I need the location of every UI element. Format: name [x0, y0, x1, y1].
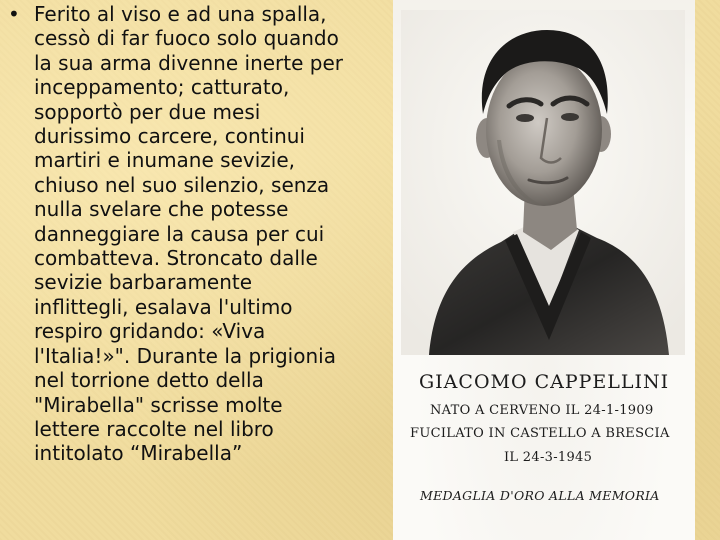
text-line: respiro gridando: «Viva — [34, 319, 266, 344]
death-place-line: FUCILATO IN CASTELLO A BRESCIA — [410, 426, 670, 441]
paragraph-lines — [34, 2, 343, 466]
text-line: inceppamento; catturato, — [34, 75, 290, 100]
bullet-paragraph — [8, 2, 393, 466]
text-line: la sua arma divenne inerte per — [34, 50, 343, 75]
birth-line: NATO A CERVENO IL 24-1-1909 — [430, 403, 654, 418]
text-line: "Mirabella" scrisse molte — [34, 392, 283, 417]
text-line: martiri e inumane sevizie, — [34, 148, 295, 173]
text-line: Ferito al viso e ad una spalla, — [34, 2, 327, 26]
person-name: GIACOMO CAPPELLINI — [419, 371, 670, 393]
text-line: cessò di far fuoco solo quando — [34, 26, 339, 51]
death-date-line: IL 24-3-1945 — [504, 450, 593, 465]
text-line: inflittegli, esalava l'ultimo — [34, 294, 293, 319]
text-line: sopportò per due mesi — [34, 99, 261, 124]
text-line: nel torrione detto della — [34, 368, 264, 393]
text-line: chiuso nel suo silenzio, senza — [34, 172, 330, 197]
text-line: combatteva. Stroncato dalle — [34, 246, 318, 271]
text-line: sevizie barbaramente — [34, 270, 253, 295]
text-line: durissimo carcere, continui — [34, 124, 305, 149]
text-line: nulla svelare che potesse — [34, 197, 289, 222]
text-line: intitolato “Mirabella” — [34, 441, 243, 466]
text-line: danneggiare la causa per cui — [34, 221, 325, 246]
medal-line: MEDAGLIA D'ORO ALLA MEMORIA — [420, 488, 660, 503]
memorial-card — [393, 0, 695, 540]
bullet-icon: • — [8, 2, 20, 26]
portrait-photo — [401, 10, 685, 355]
biography-text — [8, 2, 393, 466]
text-line: l'Italia!»". Durante la prigionia — [34, 343, 336, 368]
text-line: lettere raccolte nel libro — [34, 416, 274, 441]
